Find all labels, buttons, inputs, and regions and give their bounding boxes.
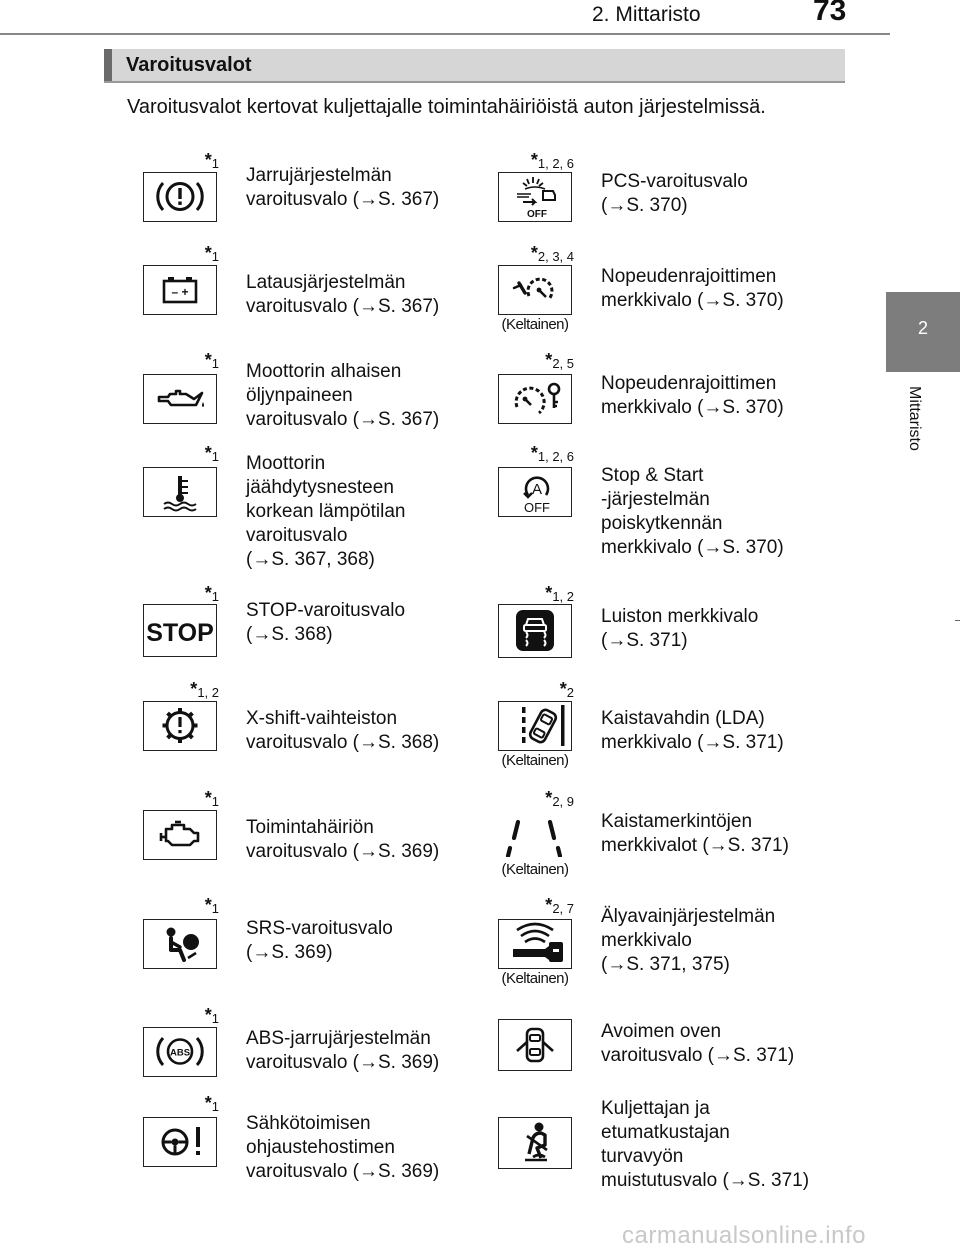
seatbelt-icon [498, 1117, 572, 1169]
item-description: Stop & Start -järjestelmän poiskytkennän merkkivalo (→S. 370) [601, 465, 784, 558]
off-glyph: OFF [527, 209, 547, 220]
item-description: Kuljettajan ja etumatkustajan turvavyön muistutusvalo (→S. 371) [601, 1098, 810, 1191]
footnote-ref: *1, 2, 6 [530, 443, 574, 464]
chapter-tab-number: 2 [917, 318, 928, 338]
footnote-ref: *1, 2 [190, 679, 219, 700]
item-description: Nopeudenrajoittimen merkkivalo (→S. 370) [601, 373, 784, 418]
color-label: (Keltainen) [501, 316, 569, 333]
footnote-ref: *1 [204, 443, 219, 464]
intro-text: Varoitusvalot kertovat kuljettajalle toimintahäiriöistä auton järjestelmissä. [127, 96, 766, 118]
coolant-temperature-icon [143, 467, 217, 517]
abs-glyph: ABS [169, 1047, 191, 1059]
footnote-ref: *1 [204, 243, 219, 264]
item-description: ABS-jarrujärjestelmän varoitusvalo (→S. 369) [246, 1028, 440, 1073]
section-title: Varoitusvalot [126, 54, 252, 76]
battery-glyph: – + [171, 285, 189, 299]
brake-warning-icon [143, 172, 217, 222]
lane-markings-icon [498, 810, 572, 860]
watermark: carmanualsonline.info [622, 1222, 866, 1249]
item-description: Moottorin alhaisen öljynpaineen varoitusvalo (→S. 367) [246, 361, 440, 430]
item-description: SRS-varoitusvalo (→S. 369) [246, 918, 393, 963]
speed-limiter-alt-icon [498, 374, 572, 424]
item-description: STOP-varoitusvalo (→S. 368) [246, 600, 406, 645]
color-label: (Keltainen) [501, 970, 569, 987]
footnote-ref: *1 [204, 788, 219, 809]
item-description: Moottorin jäähdytysnesteen korkean lämpötilan varoitusvalo (→S. 367, 368) [246, 453, 406, 570]
footnote-ref: *1 [204, 583, 219, 604]
footnote-ref: *1 [204, 1093, 219, 1114]
abs-icon [143, 1027, 217, 1077]
footnote-ref: *2, 9 [545, 788, 574, 809]
slip-indicator-icon [498, 604, 572, 658]
chapter-title: 2. Mittaristo [592, 3, 701, 26]
item-description: Toimintahäiriön varoitusvalo (→S. 369) [246, 817, 440, 862]
stop-icon [143, 604, 217, 657]
oil-pressure-icon [143, 374, 217, 424]
item-description: Älyavainjärjestelmän merkkivalo (→S. 371, 375) [601, 906, 776, 975]
lane-departure-icon [498, 701, 572, 751]
footnote-ref: *1 [204, 150, 219, 171]
chapter-tab [886, 292, 960, 372]
gear-warning-icon [143, 701, 217, 751]
footnote-ref: *1, 2, 6 [530, 150, 574, 171]
section-header [104, 49, 845, 83]
airbag-icon [143, 919, 217, 969]
footnote-ref: *2, 3, 4 [530, 243, 574, 264]
item-description: Nopeudenrajoittimen merkkivalo (→S. 370) [601, 266, 784, 311]
margin-mark [955, 620, 960, 621]
item-description: Kaistamerkintöjen merkkivalot (→S. 371) [601, 811, 789, 856]
off-glyph: OFF [524, 500, 550, 515]
item-description: Luiston merkkivalo (→S. 371) [601, 606, 759, 651]
color-label: (Keltainen) [501, 752, 569, 769]
footnote-ref: *2 [559, 679, 574, 700]
item-description: Jarrujärjestelmän varoitusvalo (→S. 367) [246, 165, 440, 210]
footnote-ref: *1 [204, 895, 219, 916]
item-description: PCS-varoitusvalo (→S. 370) [601, 171, 748, 216]
stop-glyph: STOP [146, 619, 214, 647]
footnote-ref: *2, 7 [545, 895, 574, 916]
item-description: Latausjärjestelmän varoitusvalo (→S. 367) [246, 272, 440, 317]
header-divider [0, 33, 890, 35]
item-description: X-shift-vaihteiston varoitusvalo (→S. 368) [246, 708, 440, 753]
page-header [0, 0, 960, 40]
item-description: Sähkötoimisen ohjaustehostimen varoitusvalo (→S. 369) [246, 1113, 440, 1182]
pcs-off-icon [498, 172, 572, 222]
auto-glyph: A [531, 481, 543, 498]
section-accent [104, 49, 112, 81]
page-number: 73 [813, 0, 847, 27]
footnote-ref: *1, 2 [545, 583, 574, 604]
door-open-icon [498, 1019, 572, 1071]
footnote-ref: *2, 5 [545, 350, 574, 371]
speed-limiter-icon [498, 265, 572, 315]
color-label: (Keltainen) [501, 861, 569, 878]
stop-start-off-icon [498, 467, 572, 517]
chapter-tab-label: Mittaristo [906, 386, 923, 451]
power-steering-icon [143, 1117, 217, 1167]
smart-key-icon [498, 919, 572, 969]
item-description: Avoimen oven varoitusvalo (→S. 371) [601, 1021, 795, 1066]
footnote-ref: *1 [204, 350, 219, 371]
battery-icon [143, 265, 217, 315]
item-description: Kaistavahdin (LDA) merkkivalo (→S. 371) [601, 708, 784, 753]
engine-icon [143, 810, 217, 860]
footnote-ref: *1 [204, 1005, 219, 1026]
